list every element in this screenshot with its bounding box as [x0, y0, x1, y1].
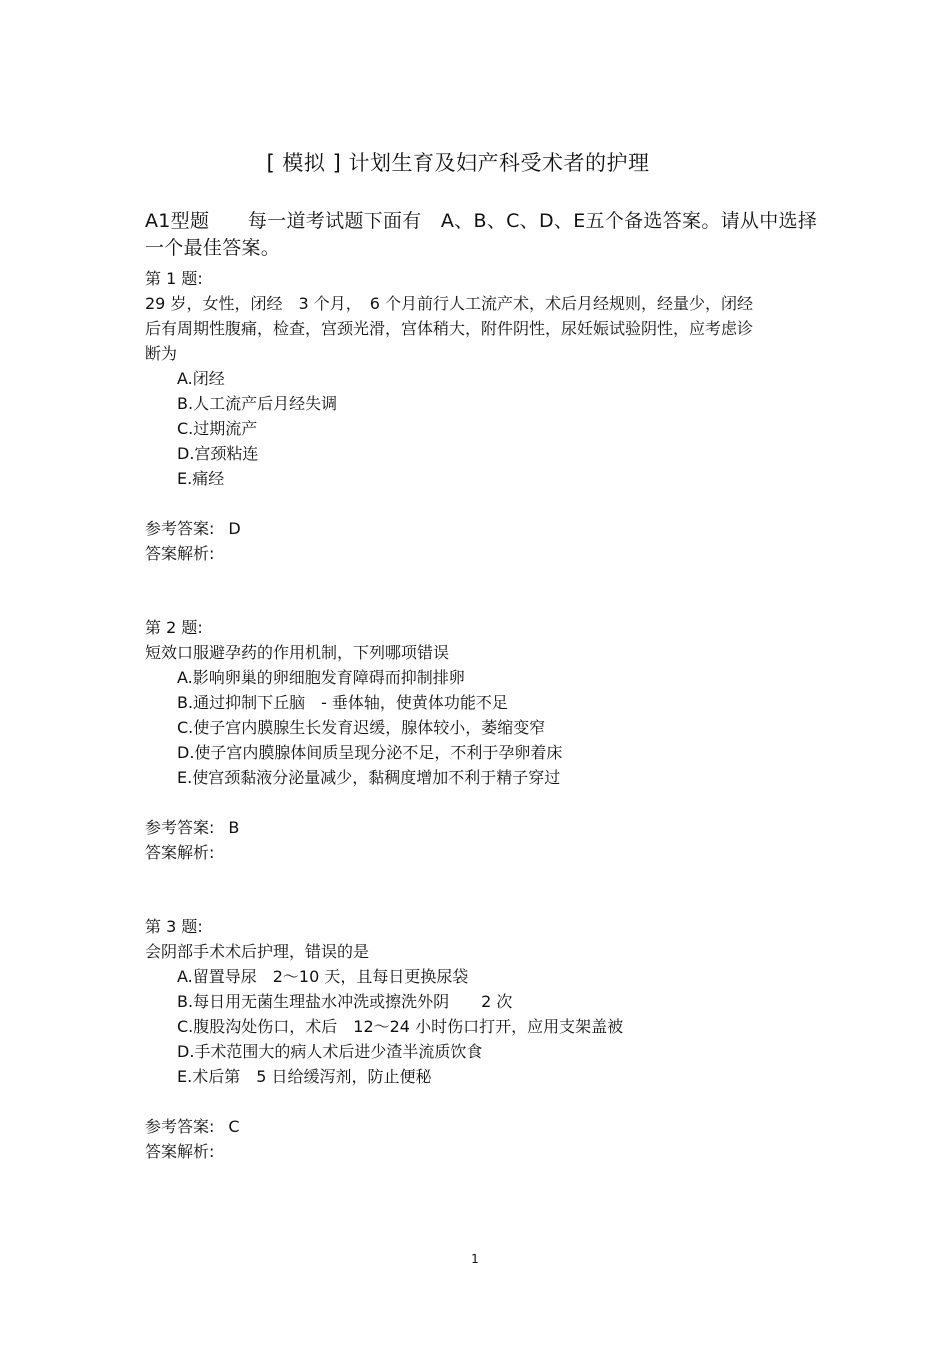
answer-label: 参考答案:: [145, 1117, 215, 1136]
answer-row: [145, 516, 825, 541]
option-d: D.宫颈粘连: [177, 444, 259, 463]
question-number: 第 1 题:: [145, 269, 203, 288]
analysis-label: 答案解析:: [145, 544, 215, 563]
answer-block: [145, 516, 825, 566]
answer-value: D: [228, 519, 241, 538]
answer-row: [145, 815, 825, 840]
question-2: [145, 615, 825, 865]
option-c: C.腹股沟处伤口，术后 12～24 小时伤口打开，应用支架盖被: [177, 1017, 624, 1036]
question-number: 第 2 题:: [145, 618, 203, 637]
option-list: [145, 366, 825, 491]
option-d: D.手术范围大的病人术后进少渣半流质饮食: [177, 1042, 483, 1061]
option-a: A.闭经: [177, 369, 225, 388]
question-stem: 短效口服避孕药的作用机制，下列哪项错误: [145, 643, 450, 662]
option-c: C.使子宫内膜腺生长发育迟缓，腺体较小，萎缩变窄: [177, 718, 546, 737]
page-title: [ 模拟 ] 计划生育及妇产科受术者的护理: [266, 151, 650, 175]
option-a: A.影响卵巢的卵细胞发育障碍而抑制排卵: [177, 668, 465, 687]
option-b: B.人工流产后月经失调: [177, 394, 338, 413]
option-d: D.使子宫内膜腺体间质呈现分泌不足，不利于孕卵着床: [177, 743, 563, 762]
answer-value: B: [228, 818, 240, 837]
question-3: [145, 914, 825, 1164]
page-number: 1: [471, 1252, 479, 1266]
option-e: E.术后第 5 日给缓泻剂，防止便秘: [177, 1067, 432, 1086]
option-e: E.使宫颈黏液分泌量减少，黏稠度增加不利于精子穿过: [177, 768, 561, 787]
section-instructions: A1型题 每一道考试题下面有 A、B、C、D、E五个备选答案。请从中选择一个最佳答案。: [145, 210, 818, 259]
option-list: [145, 964, 825, 1089]
answer-label: 参考答案:: [145, 519, 215, 538]
answer-row: [145, 1114, 825, 1139]
option-list: [145, 665, 825, 790]
option-b: B.通过抑制下丘脑 - 垂体轴，使黄体功能不足: [177, 693, 508, 712]
analysis-label: 答案解析:: [145, 1142, 215, 1161]
analysis-label: 答案解析:: [145, 843, 215, 862]
answer-value: C: [228, 1117, 240, 1136]
option-c: C.过期流产: [177, 419, 258, 438]
option-a: A.留置导尿 2～10 天，且每日更换尿袋: [177, 967, 469, 986]
option-b: B.每日用无菌生理盐水冲洗或擦洗外阴 2 次: [177, 992, 513, 1011]
answer-block: [145, 1114, 825, 1164]
answer-label: 参考答案:: [145, 818, 215, 837]
answer-block: [145, 815, 825, 865]
question-stem: 29 岁，女性，闭经 3 个月， 6 个月前行人工流产术，术后月经规则，经量少，闭经后有周期性腹痛，检查，宫颈光滑，宫体稍大，附件阴性，尿妊娠试验阴性，应考虑诊断为: [145, 294, 754, 363]
question-stem: 会阴部手术术后护理，错误的是: [145, 942, 370, 961]
option-e: E.痛经: [177, 469, 225, 488]
question-1: [145, 266, 825, 566]
question-number: 第 3 题:: [145, 917, 203, 936]
